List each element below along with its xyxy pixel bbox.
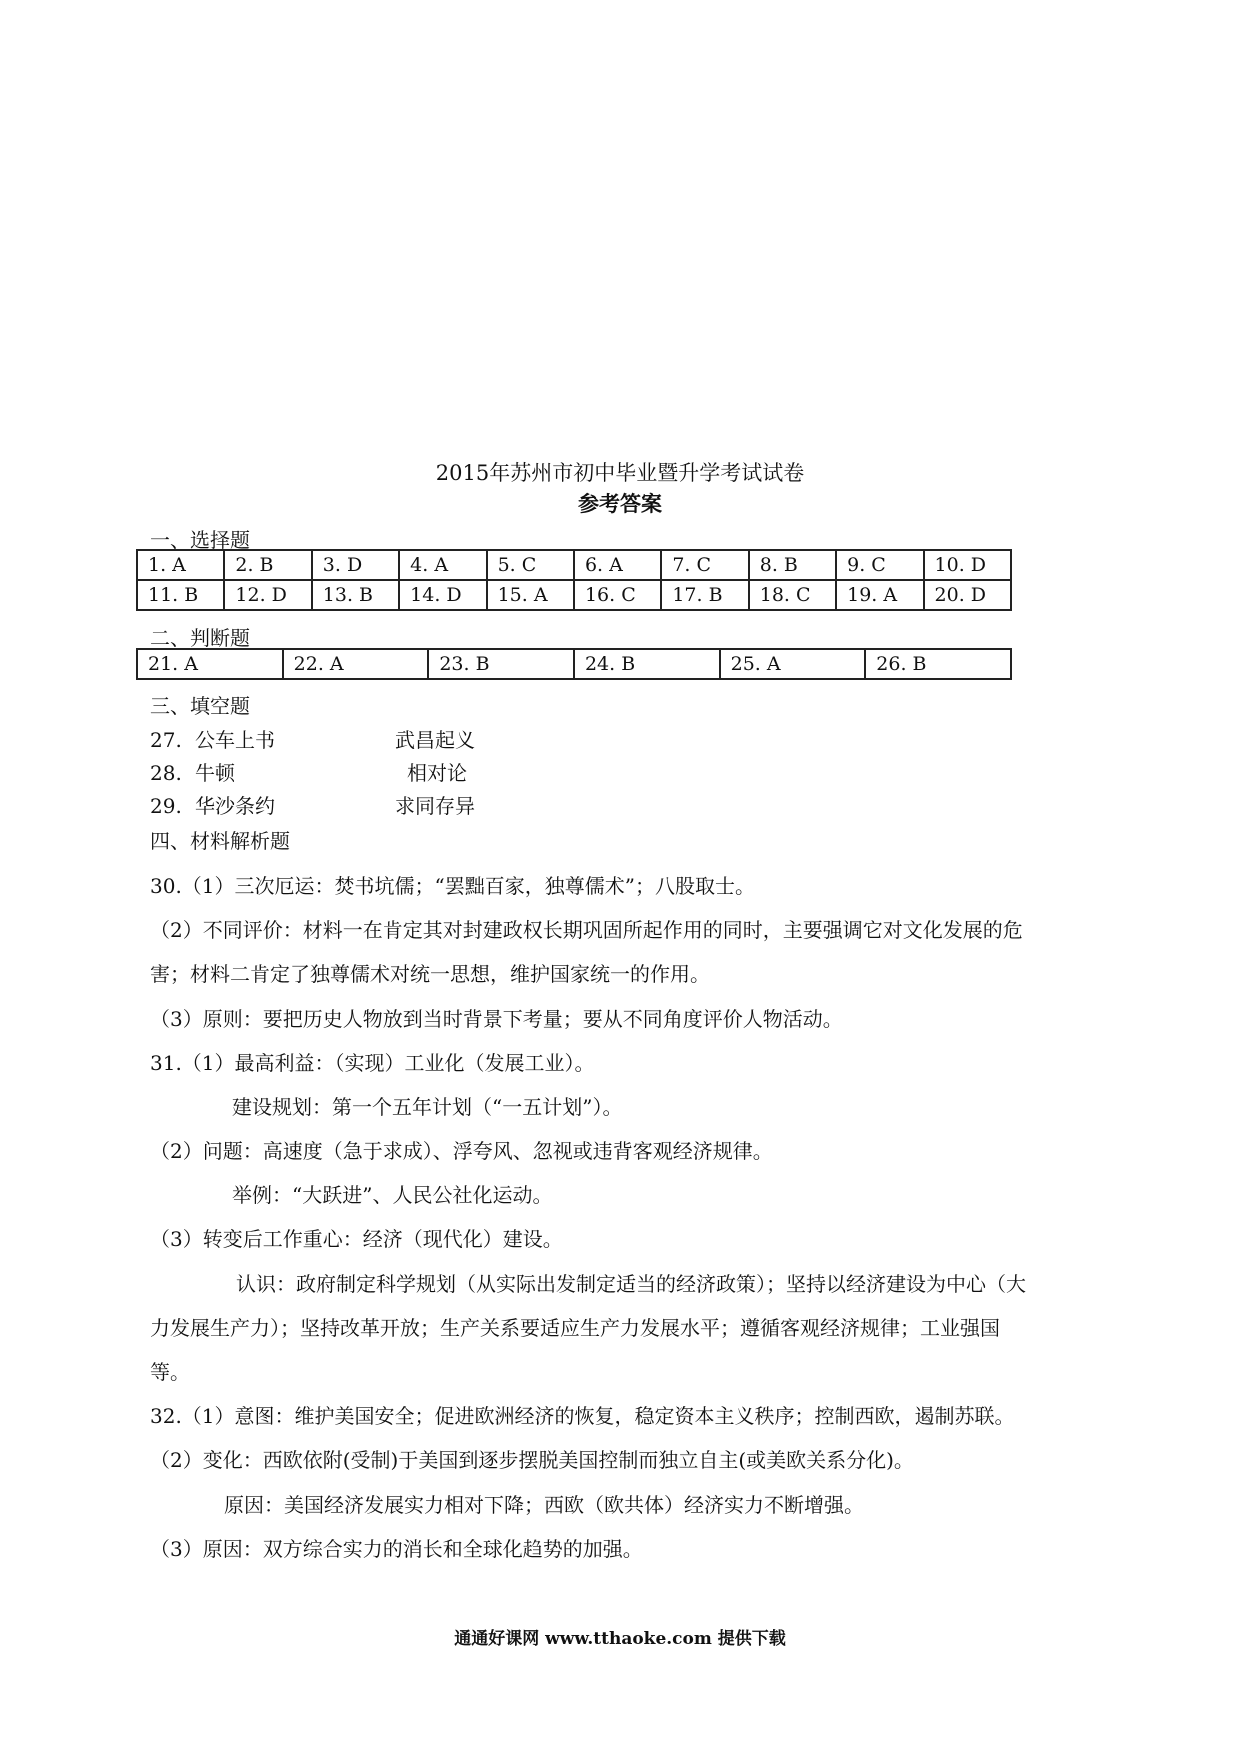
answer-line: 认识：政府制定科学规划（从实际出发制定适当的经济政策）；坚持以经济建设为中心（大 <box>236 1272 1026 1296</box>
fill-item <box>150 757 467 786</box>
answer-cell: 11. B <box>137 580 224 610</box>
answer-line: 害；材料二肯定了独尊儒术对统一思想，维护国家统一的作用。 <box>150 962 710 986</box>
answer-line: 31.（1）最高利益：（实现）工业化（发展工业）。 <box>150 1051 595 1075</box>
answer-cell: 15. A <box>487 580 574 610</box>
answer-line: （2）变化：西欧依附(受制)于美国到逐步摆脱美国控制而独立自主(或美欧关系分化)。 <box>150 1448 914 1472</box>
table-row <box>137 649 1011 679</box>
answer-cell: 1. A <box>137 550 224 580</box>
answer-1: 牛顿 <box>195 761 235 785</box>
fill-item <box>150 724 475 753</box>
answer-1: 华沙条约 <box>195 794 275 818</box>
answer-cell: 6. A <box>574 550 661 580</box>
section-heading-choice: 一、选择题 <box>150 528 250 552</box>
answer-2: 武昌起义 <box>395 728 475 752</box>
answer-1: 公车上书 <box>195 728 275 752</box>
answer-line: （3）转变后工作重心：经济（现代化）建设。 <box>150 1227 563 1251</box>
answer-line: （2）不同评价：材料一在肯定其对封建政权长期巩固所起作用的同时，主要强调它对文化发展的危 <box>150 918 1023 942</box>
answer-cell: 10. D <box>924 550 1011 580</box>
choice-answer-table <box>136 549 1012 611</box>
item-number: 28. <box>150 761 182 785</box>
item-number: 29. <box>150 794 182 818</box>
answer-cell: 14. D <box>399 580 486 610</box>
answer-cell: 20. D <box>924 580 1011 610</box>
table-row <box>137 580 1011 610</box>
answer-2: 相对论 <box>407 761 467 785</box>
answer-line: 力发展生产力）；坚持改革开放；生产关系要适应生产力发展水平；遵循客观经济规律；工业强国 <box>150 1316 1000 1340</box>
answer-cell: 7. C <box>661 550 748 580</box>
answer-line: 建设规划：第一个五年计划（“一五计划”）。 <box>232 1095 623 1119</box>
answer-cell: 21. A <box>137 649 283 679</box>
answer-cell: 4. A <box>399 550 486 580</box>
answer-2: 求同存异 <box>395 794 475 818</box>
answer-line: 等。 <box>150 1360 190 1384</box>
answer-cell: 24. B <box>574 649 720 679</box>
answer-title: 参考答案 <box>578 491 662 516</box>
section-heading-judgment: 二、判断题 <box>150 626 250 650</box>
table-row <box>137 550 1011 580</box>
answer-line: 30.（1）三次厄运：焚书坑儒；“罢黜百家，独尊儒术”；八股取士。 <box>150 874 755 898</box>
answer-cell: 26. B <box>865 649 1011 679</box>
page-title: 2015年苏州市初中毕业暨升学考试试卷 <box>435 461 805 485</box>
answer-cell: 23. B <box>428 649 574 679</box>
answer-line: （3）原则：要把历史人物放到当时背景下考量；要从不同角度评价人物活动。 <box>150 1007 843 1031</box>
answer-cell: 3. D <box>312 550 399 580</box>
answer-line: 原因：美国经济发展实力相对下降；西欧（欧共体）经济实力不断增强。 <box>224 1493 864 1517</box>
answer-cell: 22. A <box>283 649 429 679</box>
answer-cell: 5. C <box>487 550 574 580</box>
answer-cell: 9. C <box>836 550 923 580</box>
answer-cell: 8. B <box>749 550 836 580</box>
judgment-answer-table <box>136 648 1012 680</box>
answer-line: （3）原因：双方综合实力的消长和全球化趋势的加强。 <box>150 1537 643 1561</box>
answer-cell: 2. B <box>224 550 311 580</box>
answer-cell: 16. C <box>574 580 661 610</box>
section-heading-fill: 三、填空题 <box>150 694 250 718</box>
answer-cell: 17. B <box>661 580 748 610</box>
item-number: 27. <box>150 728 182 752</box>
answer-cell: 25. A <box>720 649 866 679</box>
answer-cell: 19. A <box>836 580 923 610</box>
answer-cell: 12. D <box>224 580 311 610</box>
answer-cell: 18. C <box>749 580 836 610</box>
answer-line: 32.（1）意图：维护美国安全；促进欧洲经济的恢复，稳定资本主义秩序；控制西欧，遏制苏联。 <box>150 1404 1015 1428</box>
section-heading-material: 四、材料解析题 <box>150 829 290 853</box>
answer-line: （2）问题：高速度（急于求成）、浮夸风、忽视或违背客观经济规律。 <box>150 1139 773 1163</box>
answer-cell: 13. B <box>312 580 399 610</box>
footer-text: 通通好课网 www.tthaoke.com 提供下载 <box>454 1629 786 1649</box>
answer-line: 举例：“大跃进”、人民公社化运动。 <box>232 1183 553 1207</box>
fill-item <box>150 790 475 819</box>
